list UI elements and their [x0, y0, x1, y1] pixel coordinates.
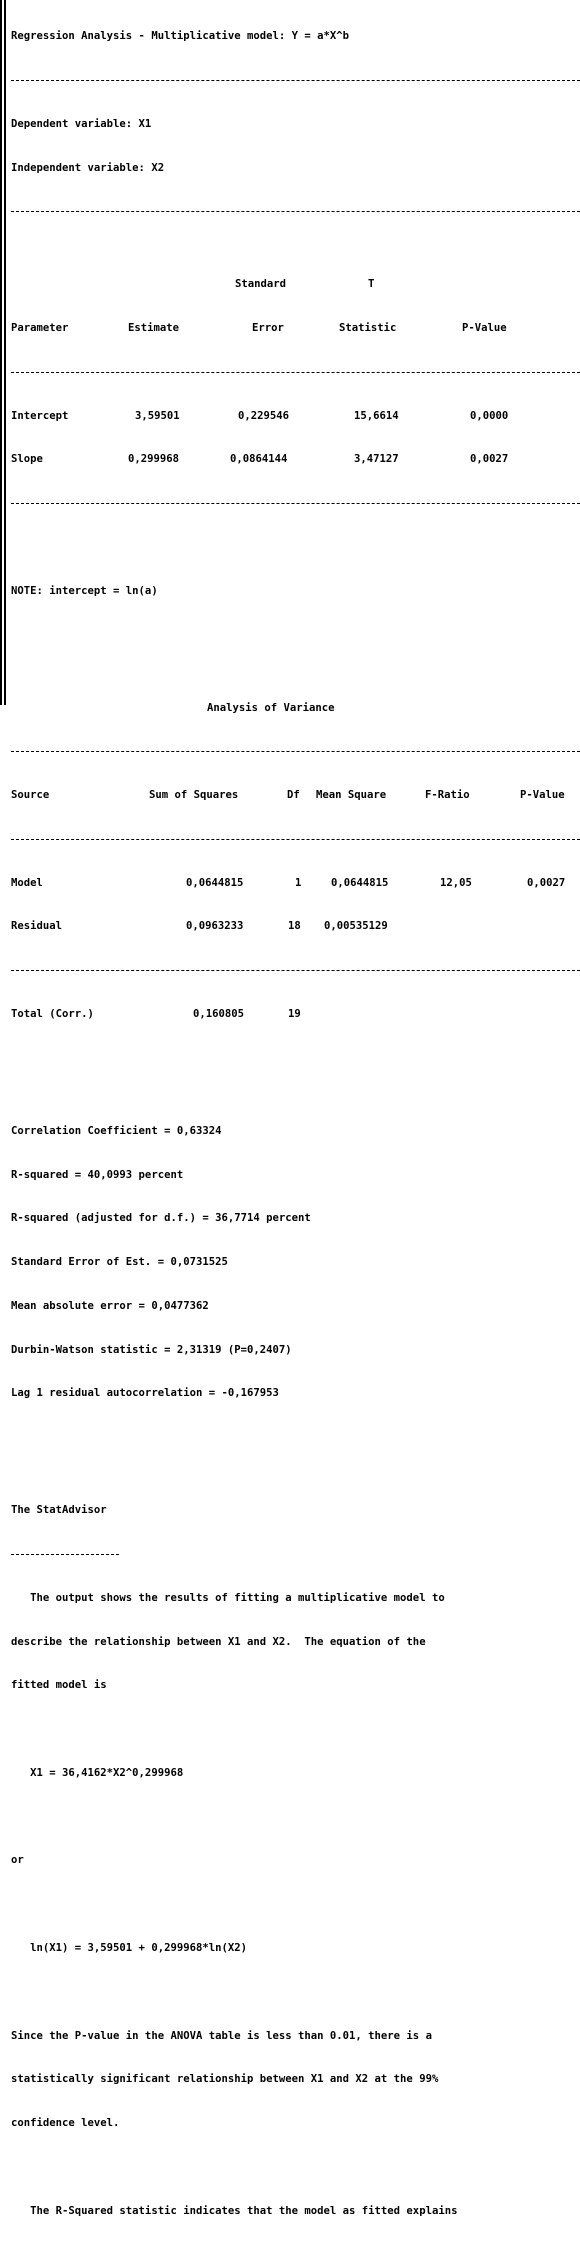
separator	[11, 204, 580, 219]
stat-line: Durbin-Watson statistic = 2,31319 (P=0,2407)	[11, 1343, 292, 1356]
coef-header-line1	[11, 277, 580, 292]
separator	[11, 365, 580, 380]
anova-row-residual	[11, 919, 580, 934]
coef-row-intercept	[11, 409, 580, 424]
anova-header-f: F-Ratio	[425, 789, 470, 802]
coef-header-t-2: Statistic	[339, 322, 397, 335]
separator	[11, 496, 580, 511]
advisor-text: The output shows the results of fitting a multiplicative model to	[11, 1591, 445, 1604]
anova-ms: 0,00535129	[324, 920, 388, 933]
anova-title-row	[11, 701, 580, 716]
anova-header-p: P-Value	[520, 789, 565, 802]
anova-source: Residual	[11, 920, 63, 933]
coef-estimate: 0,299968	[128, 453, 180, 466]
statadvisor-underline	[11, 1547, 580, 1562]
coef-param: Slope	[11, 453, 43, 466]
anova-header-ss: Sum of Squares	[149, 789, 239, 802]
coef-header-param: Parameter	[11, 322, 69, 335]
anova-df: 18	[288, 920, 301, 933]
anova-row-model	[11, 876, 580, 891]
advisor-text: describe the relationship between X1 and X2. The equation of the	[11, 1635, 426, 1648]
advisor-text: or	[11, 1854, 24, 1867]
coef-t: 15,6614	[354, 409, 399, 422]
advisor-text: Since the P-value in the ANOVA table is less than 0.01, there is a	[11, 2029, 432, 2042]
anova-ss: 0,0644815	[186, 876, 244, 889]
stat-line: Correlation Coefficient = 0,63324	[11, 1124, 222, 1137]
separator	[11, 73, 580, 88]
report-title: Regression Analysis - Multiplicative model: Y = a*X^b	[11, 30, 350, 43]
anova-ms: 0,0644815	[331, 876, 389, 889]
coef-se: 0,0864144	[230, 453, 288, 466]
intercept-note: NOTE: intercept = ln(a)	[11, 584, 158, 597]
stat-line: Lag 1 residual autocorrelation = -0,167953	[11, 1387, 279, 1400]
anova-df: 1	[295, 876, 302, 889]
anova-header-ms: Mean Square	[316, 789, 387, 802]
separator	[11, 832, 580, 847]
advisor-text: fitted model is	[11, 1679, 107, 1692]
independent-variable: Independent variable: X2	[11, 161, 165, 174]
dependent-variable: Dependent variable: X1	[11, 117, 152, 130]
anova-title: Analysis of Variance	[207, 701, 335, 714]
coef-header-pvalue: P-Value	[462, 322, 507, 335]
advisor-text: The R-Squared statistic indicates that the model as fitted explains	[11, 2204, 458, 2217]
window-inner-border	[4, 0, 6, 705]
coef-param: Intercept	[11, 409, 69, 422]
anova-ss: 0,0963233	[186, 920, 244, 933]
anova-source: Model	[11, 876, 43, 889]
anova-ss: 0,160805	[193, 1007, 245, 1020]
window-left-border	[0, 0, 2, 705]
coef-row-slope	[11, 452, 580, 467]
coef-t: 3,47127	[354, 453, 399, 466]
coef-estimate: 3,59501	[135, 409, 180, 422]
stat-line: Mean absolute error = 0,0477362	[11, 1299, 209, 1312]
anova-source: Total (Corr.)	[11, 1007, 94, 1020]
coef-p: 0,0000	[470, 409, 509, 422]
stat-line: R-squared = 40,0993 percent	[11, 1168, 184, 1181]
anova-header-source: Source	[11, 789, 50, 802]
fitted-equation: X1 = 36,4162*X2^0,299968	[11, 1766, 184, 1779]
coef-header-line2	[11, 321, 580, 336]
statadvisor-title: The StatAdvisor	[11, 1504, 107, 1517]
log-equation: ln(X1) = 3,59501 + 0,299968*ln(X2)	[11, 1941, 247, 1954]
anova-header	[11, 788, 580, 803]
anova-header-df: Df	[287, 789, 300, 802]
stat-line: R-squared (adjusted for d.f.) = 36,7714 percent	[11, 1212, 311, 1225]
stat-line: Standard Error of Est. = 0,0731525	[11, 1256, 228, 1269]
coef-header-se-1: Standard	[235, 278, 287, 291]
advisor-text: confidence level.	[11, 2117, 120, 2130]
coef-header-se-2: Error	[252, 322, 284, 335]
coef-header-estimate: Estimate	[128, 322, 180, 335]
coef-se: 0,229546	[238, 409, 290, 422]
anova-row-total	[11, 1007, 580, 1022]
advisor-text: statistically significant relationship between X1 and X2 at the 99%	[11, 2073, 439, 2086]
anova-f: 12,05	[440, 876, 472, 889]
coef-p: 0,0027	[470, 453, 509, 466]
output-text-pane[interactable]	[11, 0, 580, 2217]
separator	[11, 963, 580, 978]
separator	[11, 744, 580, 759]
anova-df: 19	[288, 1007, 301, 1020]
coef-header-t-1: T	[368, 278, 375, 291]
anova-p: 0,0027	[527, 876, 566, 889]
